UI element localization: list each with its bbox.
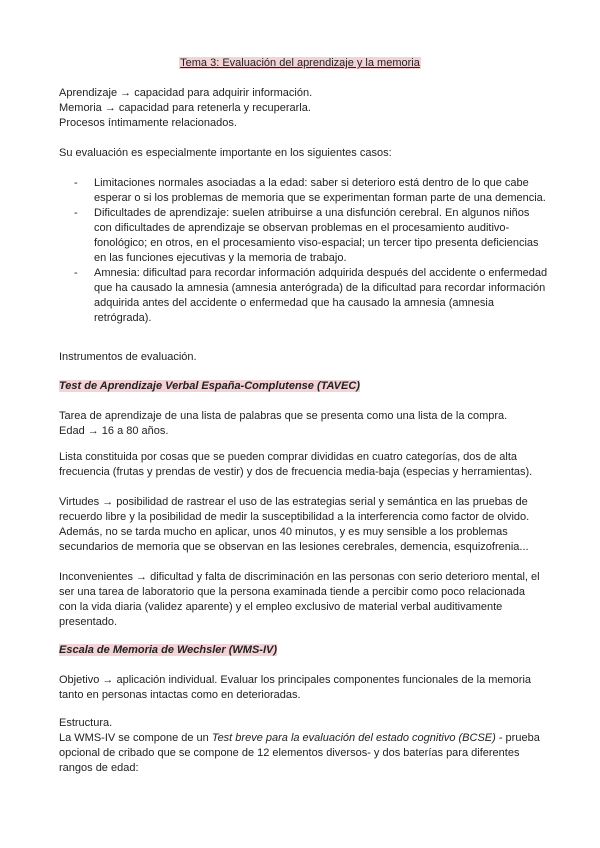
tavec-p1 xyxy=(59,409,544,439)
bullet-dash: - xyxy=(74,177,78,189)
wms-p2-end: - prueba opcional de cribado que se compone de 12 elementos diversos- y dos baterías para diferentes rangos de edad: xyxy=(59,732,540,774)
intro-line-1: Aprendizaje → capacidad para adquirir información. xyxy=(59,87,313,99)
tavec-heading-text: Test de Aprendizaje Verbal España-Complutense (TAVEC) xyxy=(59,380,360,392)
bullet-dash: - xyxy=(74,207,78,219)
tavec-p4-text: Inconvenientes → dificultad y falta de discriminación en las personas con serio deterioro mental, el ser una tarea de laboratorio que la persona examinada tiende a percibir como poco relacionada con la vida diaria (validez aparente) y el empleo exclusivo de material verbal auditivamente presentado. xyxy=(59,571,540,628)
tavec-heading xyxy=(59,379,360,394)
intro-line-3: Procesos íntimamente relacionados. xyxy=(59,117,237,129)
tavec-p1-line1: Tarea de aprendizaje de una lista de palabras que se presenta como una lista de la compra. xyxy=(59,410,508,422)
title-container xyxy=(0,56,600,71)
bullet-dash: - xyxy=(74,267,78,279)
page-title: Tema 3: Evaluación del aprendizaje y la memoria xyxy=(180,57,420,69)
list-item xyxy=(59,206,549,266)
cases-intro-text: Su evaluación es especialmente importante en los siguientes casos: xyxy=(59,147,392,159)
intro-line-2: Memoria → capacidad para retenerla y recuperarla. xyxy=(59,102,311,114)
tavec-p1-line2: Edad → 16 a 80 años. xyxy=(59,425,169,437)
list-item xyxy=(59,266,549,326)
wms-p2 xyxy=(59,731,544,776)
wms-p2-italic: Test breve para la evaluación del estado cognitivo (BCSE) xyxy=(211,732,496,744)
list-item xyxy=(59,176,549,206)
tavec-p2-text: Lista constituida por cosas que se pueden comprar divididas en cuatro categorías, dos de alta frecuencia (frutas y prendas de vestir) y dos de frecuencia media-baja (especias y herramientas). xyxy=(59,451,533,478)
list-item-text: Limitaciones normales asociadas a la edad: saber si deterioro está dentro de lo que cabe esperar o si los problemas de memoria que se experimentan forman parte de una demencia. xyxy=(94,177,546,204)
list-item-text: Dificultades de aprendizaje: suelen atribuirse a una disfunción cerebral. En algunos niños con dificultades de aprendizaje se observan problemas en el procesamiento auditivo-fonológico; en otros, en el procesamiento viso-espacial; un tercer tipo presenta deficiencias en las funciones ejecutivas y la memoria de trabajo. xyxy=(94,207,539,264)
wms-heading-text: Escala de Memoria de Wechsler (WMS-IV) xyxy=(59,644,278,656)
wms-p1 xyxy=(59,673,544,703)
tavec-p3 xyxy=(59,495,544,555)
wms-p1-text: Objetivo → aplicación individual. Evaluar los principales componentes funcionales de la memoria tanto en personas intactas como en deterioradas. xyxy=(59,674,532,701)
wms-p2-start: La WMS-IV se compone de un xyxy=(59,732,212,744)
wms-structure xyxy=(59,716,544,776)
list-item-text: Amnesia: dificultad para recordar información adquirida después del accidente o enfermedad que ha causado la amnesia (amnesia anterógrada) de la dificultad para recordar información adquirida antes del accidente o enfermedad que ha causado la amnesia (amnesia retrógrada). xyxy=(94,267,548,324)
tavec-p2 xyxy=(59,450,544,480)
cases-list xyxy=(59,176,549,326)
tavec-p3-text: Virtudes → posibilidad de rastrear el uso de las estrategias serial y semántica en las pruebas de recuerdo libre y la posibilidad de medir la susceptibilidad a la interferencia como factor de olvido. Además, no se tarda mucho en aplicar, unos 40 minutos, y es muy sensible a los problemas secundarios de memoria que se observan en las lesiones cerebrales, demencia, esquizofrenia... xyxy=(59,496,530,553)
tavec-p4 xyxy=(59,570,544,630)
instruments-text: Instrumentos de evaluación. xyxy=(59,351,197,363)
instruments-block xyxy=(59,350,544,365)
cases-intro xyxy=(59,146,544,161)
wms-heading xyxy=(59,643,277,658)
intro-block xyxy=(59,86,544,131)
wms-estructura: Estructura. xyxy=(59,717,113,729)
